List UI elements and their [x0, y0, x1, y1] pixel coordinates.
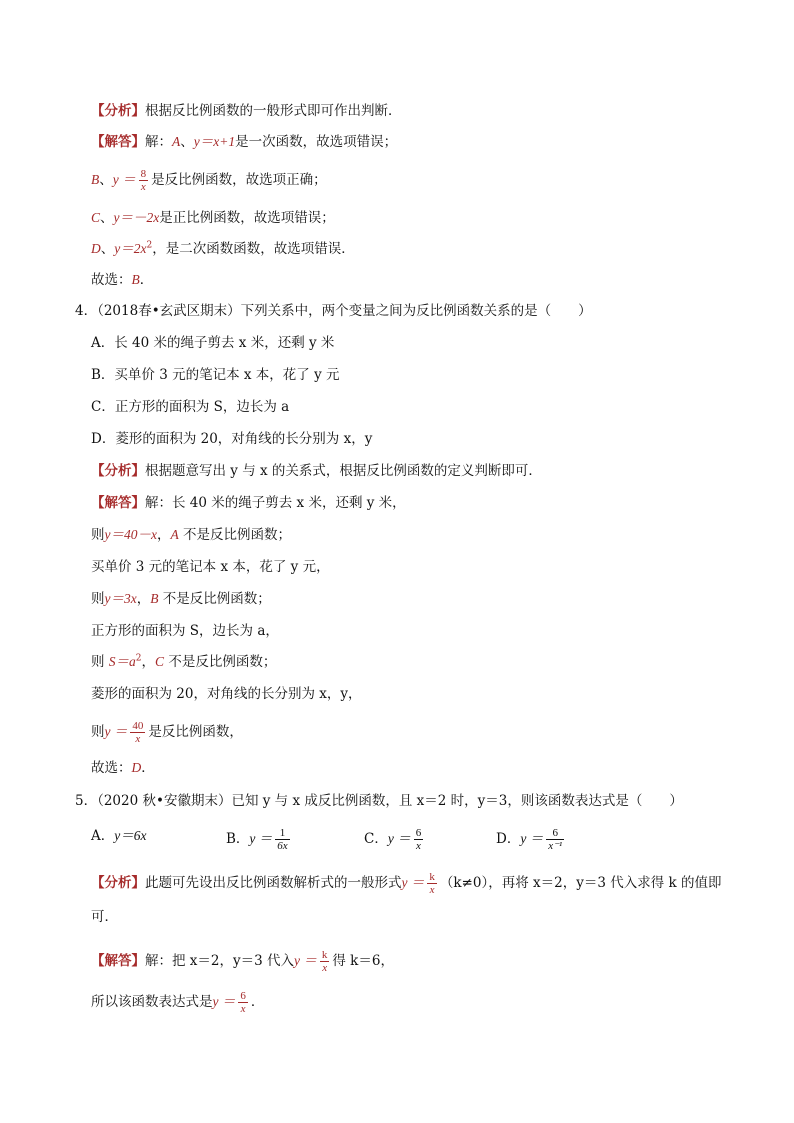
fraction-numerator: k: [321, 949, 328, 961]
q4-line-2: 买单价 3 元的笔记本 x 本，花了 y 元，: [91, 559, 330, 575]
fraction-numerator: k: [429, 871, 435, 883]
q4-option-b: B．买单价 3 元的笔记本 x 本，花了 y 元: [91, 367, 340, 383]
answer-text-end: 得 k＝6，: [332, 953, 394, 969]
option-remark: 是一次函数，故选项错误；: [235, 134, 398, 150]
fraction-numerator: 6: [240, 990, 246, 1002]
q4-line-3: [91, 590, 271, 608]
answer-text: 解：把 x＝2，y＝3 代入: [145, 953, 295, 969]
q5-option-b: [226, 827, 293, 852]
q4-choice-line: [91, 759, 155, 777]
option-letter: A: [172, 134, 181, 149]
choice-text: 故选：: [91, 272, 132, 288]
q4-option-a: A．长 40 米的绳子剪去 x 米，还剩 y 米: [91, 335, 335, 351]
answer-label: 【解答】: [91, 495, 145, 511]
choice-value: D: [131, 760, 142, 775]
fraction-denominator: x⁻¹: [548, 840, 563, 852]
s3-analysis-line: [91, 102, 402, 120]
answer-text: 解：: [145, 134, 172, 150]
q4-stem: 4．（2018春•玄武区期末）下列关系中，两个变量之间为反比例函数关系的是（ ）: [75, 303, 592, 319]
separator: 、: [100, 241, 115, 257]
q5-stem: 5．（2020 秋•安徽期末）已知 y 与 x 成反比例函数，且 x＝2 时，y＝3，则该函数表达式是（ ）: [75, 793, 683, 809]
option-letter: B．: [226, 831, 250, 847]
option-letter: A: [170, 527, 179, 542]
s3-c-line: [91, 209, 335, 227]
option-remark: 是正比例函数，故选项错误；: [159, 210, 335, 226]
s3-choice-line: [91, 271, 153, 289]
fraction-denominator: x: [429, 884, 435, 896]
fraction: [320, 949, 330, 974]
answer-text: 解：长 40 米的绳子剪去 x 米，还剩 y 米，: [145, 495, 406, 511]
separator: 、: [99, 172, 113, 188]
line-remark: 不是反比例函数；: [158, 591, 271, 607]
option-remark: ，是二次函数函数，故选项错误．: [152, 241, 355, 257]
answer-label: 【解答】: [91, 953, 145, 969]
equation-lhs: y ＝: [294, 953, 317, 968]
line-remark: 是反比例函数，: [148, 724, 243, 740]
line-prefix: 则: [91, 591, 105, 607]
q5-answer-line: [91, 949, 394, 974]
line-comma: ，: [136, 591, 151, 607]
q4-option-c: C．正方形的面积为 S，边长为 a: [91, 399, 290, 415]
option-letter: C．: [364, 831, 388, 847]
fraction-denominator: x: [135, 733, 141, 745]
q4-analysis-line: [91, 462, 542, 480]
exponent: 2: [146, 240, 153, 251]
fraction-denominator: x: [416, 840, 421, 852]
option-letter: C: [91, 210, 101, 225]
q5-analysis-line: [91, 871, 721, 896]
s3-d-line: [91, 240, 355, 258]
equation-lhs: y ＝: [249, 831, 273, 846]
q5-option-c: [364, 827, 426, 852]
analysis-label: 【分析】: [91, 875, 145, 891]
line-prefix: 则: [91, 654, 109, 670]
separator: 、: [100, 210, 114, 226]
fraction: [275, 827, 289, 852]
separator: 、: [180, 134, 194, 150]
choice-end: ．: [141, 760, 155, 776]
line-prefix: 则: [91, 724, 105, 740]
fraction-numerator: 1: [275, 827, 289, 840]
q4-line-1: [91, 526, 291, 544]
equation-lhs: y ＝: [387, 831, 411, 846]
line-prefix: 则: [91, 527, 105, 543]
equation: S＝a: [108, 654, 136, 669]
option-remark: 是反比例函数，故选项正确；: [151, 172, 327, 188]
s3-b-line: [91, 168, 327, 193]
option-letter: B: [150, 591, 159, 606]
equation: y＝x+1: [193, 134, 236, 149]
fraction-numerator: 6: [415, 827, 422, 839]
option-letter: B: [91, 172, 100, 187]
q4-line-7: [91, 720, 243, 745]
choice-end: ．: [139, 272, 154, 288]
analysis-text: 此题可先设出反比例函数解析式的一般形式: [145, 875, 402, 891]
equation-lhs: y ＝: [520, 831, 544, 846]
option-letter: C: [155, 654, 165, 669]
s3-answer-line: [91, 133, 397, 151]
q5-option-d: [496, 827, 567, 852]
fraction: [427, 871, 437, 896]
analysis-text: 根据反比例函数的一般形式即可作出判断．: [145, 103, 402, 119]
equation-lhs: y ＝: [104, 724, 128, 739]
equation-lhs: y ＝: [112, 172, 136, 187]
q5-option-a: [91, 827, 146, 845]
q5-final-line: [91, 990, 264, 1015]
analysis-label: 【分析】: [91, 103, 145, 119]
choice-value: B: [131, 272, 140, 287]
equation: y＝3x: [104, 591, 137, 606]
equation-lhs: y ＝: [401, 875, 425, 890]
equation: y＝2x: [114, 241, 147, 256]
fraction-numerator: 8: [140, 168, 147, 180]
exponent: 2: [135, 653, 142, 664]
option-letter: A．: [91, 828, 115, 844]
fraction: [139, 168, 149, 193]
fraction-numerator: 6: [546, 827, 564, 840]
option-letter: D: [91, 241, 101, 256]
fraction-denominator: 6x: [277, 840, 288, 852]
q4-answer-line: [91, 494, 406, 512]
final-text: 所以该函数表达式是: [91, 994, 213, 1010]
choice-text: 故选：: [91, 760, 132, 776]
line-comma: ，: [141, 654, 156, 670]
fraction: [238, 990, 248, 1015]
answer-label: 【解答】: [91, 134, 145, 150]
fraction-denominator: x: [140, 181, 146, 193]
q4-option-d: D．菱形的面积为 20，对角线的长分别为 x，y: [91, 431, 373, 447]
line-remark: 不是反比例函数；: [164, 654, 277, 670]
equation: y＝6x: [114, 828, 147, 843]
q5-analysis-cont: 可．: [91, 909, 118, 925]
q4-line-5: [91, 653, 276, 671]
equation: y＝－2x: [113, 210, 160, 225]
analysis-text-cont: （k≠0），再将 x＝2，y＝3 代入求得 k 的值即: [439, 875, 722, 891]
equation-lhs: y ＝: [212, 994, 236, 1009]
analysis-text: 根据题意写出 y 与 x 的关系式，根据反比例函数的定义判断即可．: [145, 463, 542, 479]
fraction-denominator: x: [322, 962, 328, 974]
fraction: [414, 827, 424, 852]
fraction: [130, 720, 145, 745]
option-letter: D．: [496, 831, 521, 847]
q4-line-6: 菱形的面积为 20，对角线的长分别为 x，y，: [91, 686, 362, 702]
fraction: [546, 827, 564, 852]
q4-line-4: 正方形的面积为 S，边长为 a，: [91, 623, 279, 639]
final-end: ．: [250, 994, 265, 1010]
line-remark: 不是反比例函数；: [178, 527, 292, 543]
line-comma: ，: [156, 527, 171, 543]
fraction-numerator: 40: [132, 720, 144, 732]
analysis-label: 【分析】: [91, 463, 145, 479]
equation: y＝40－x: [104, 527, 157, 542]
fraction-denominator: x: [240, 1003, 246, 1015]
